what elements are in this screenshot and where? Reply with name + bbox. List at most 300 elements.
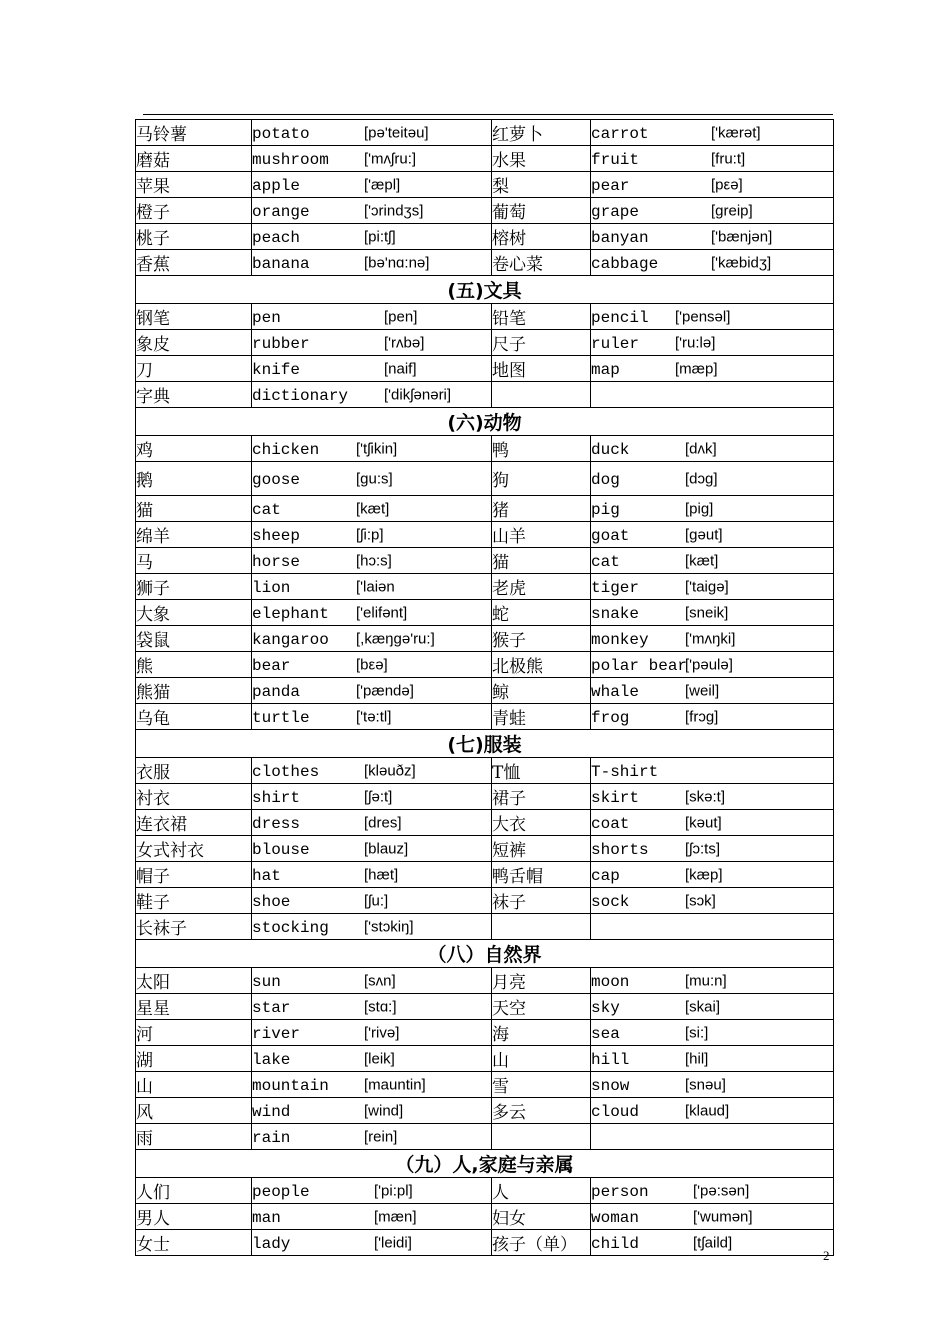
chinese-word: 袜子	[492, 888, 591, 914]
english-cell	[252, 678, 492, 704]
phonetic: [pə'teitəu]	[364, 124, 429, 141]
english-word: bear	[252, 656, 291, 675]
english-cell	[252, 382, 492, 408]
chinese-word: 帽子	[136, 862, 252, 888]
english-word: turtle	[252, 708, 310, 727]
english-word: stocking	[252, 918, 329, 937]
english-cell	[591, 522, 834, 548]
english-word: banyan	[591, 228, 649, 247]
vocab-row	[136, 626, 834, 652]
english-cell	[252, 914, 492, 940]
vocab-row	[136, 1178, 834, 1204]
english-cell	[591, 1046, 834, 1072]
phonetic: ['pændə]	[356, 682, 414, 699]
phonetic: ['pi:pl]	[374, 1182, 413, 1199]
section-title: (六)动物	[136, 408, 834, 436]
english-word: shoe	[252, 892, 291, 911]
english-cell	[591, 356, 834, 382]
english-cell	[252, 1020, 492, 1046]
phonetic: ['leidi]	[374, 1234, 412, 1251]
chinese-word: 苹果	[136, 172, 252, 198]
phonetic: [naif]	[384, 360, 417, 377]
header-rule	[143, 114, 833, 115]
chinese-word: 猪	[492, 496, 591, 522]
english-cell	[252, 356, 492, 382]
english-cell	[591, 382, 834, 408]
english-cell	[591, 574, 834, 600]
english-cell	[591, 914, 834, 940]
chinese-word: 鸭舌帽	[492, 862, 591, 888]
phonetic: [si:]	[685, 1024, 709, 1041]
english-cell	[252, 1204, 492, 1230]
english-cell	[252, 1098, 492, 1124]
english-word: duck	[591, 440, 630, 459]
english-cell	[591, 626, 834, 652]
english-word: blouse	[252, 840, 310, 859]
english-word: river	[252, 1024, 301, 1043]
chinese-word: 马铃薯	[136, 120, 252, 146]
english-cell	[252, 172, 492, 198]
chinese-word: 桃子	[136, 224, 252, 250]
english-cell	[252, 704, 492, 730]
chinese-word: 卷心菜	[492, 250, 591, 276]
english-word: T-shirt	[591, 762, 659, 781]
english-word: rubber	[252, 334, 310, 353]
english-word: sock	[591, 892, 630, 911]
english-word: cat	[591, 552, 620, 571]
vocab-row	[136, 994, 834, 1020]
english-cell	[591, 146, 834, 172]
english-word: kangaroo	[252, 630, 329, 649]
english-cell	[591, 888, 834, 914]
chinese-word: 猫	[492, 548, 591, 574]
chinese-word: 风	[136, 1098, 252, 1124]
english-word: cap	[591, 866, 620, 885]
english-cell	[591, 1178, 834, 1204]
english-cell	[591, 548, 834, 574]
phonetic: [dres]	[364, 814, 402, 831]
english-cell	[252, 968, 492, 994]
phonetic: ['rivə]	[364, 1024, 400, 1041]
english-cell	[591, 652, 834, 678]
chinese-word: 长袜子	[136, 914, 252, 940]
chinese-word: 雨	[136, 1124, 252, 1150]
chinese-word: 猫	[136, 496, 252, 522]
english-cell	[252, 626, 492, 652]
english-word: child	[591, 1234, 640, 1253]
vocab-row	[136, 496, 834, 522]
chinese-word: 海	[492, 1020, 591, 1046]
english-word: lake	[252, 1050, 291, 1069]
phonetic: [ʃi:p]	[356, 526, 384, 543]
english-cell	[591, 968, 834, 994]
chinese-word: 星星	[136, 994, 252, 1020]
chinese-word: 北极熊	[492, 652, 591, 678]
english-word: potato	[252, 124, 310, 143]
english-cell	[252, 574, 492, 600]
english-cell	[591, 678, 834, 704]
english-word: man	[252, 1208, 281, 1227]
phonetic: [ʃɔ:ts]	[685, 840, 721, 857]
english-cell	[252, 224, 492, 250]
chinese-word: 磨菇	[136, 146, 252, 172]
english-cell	[591, 330, 834, 356]
section-header-row	[136, 276, 834, 304]
english-word: whale	[591, 682, 640, 701]
english-word: cloud	[591, 1102, 640, 1121]
chinese-word: 熊猫	[136, 678, 252, 704]
english-cell	[591, 1204, 834, 1230]
english-word: frog	[591, 708, 630, 727]
vocabulary-table	[135, 119, 834, 1256]
chinese-word: 女士	[136, 1230, 252, 1256]
phonetic: [mauntin]	[364, 1076, 426, 1093]
phonetic: ['taigə]	[685, 578, 729, 595]
chinese-word: 山	[136, 1072, 252, 1098]
phonetic: [gu:s]	[356, 470, 393, 487]
vocab-row	[136, 652, 834, 678]
phonetic: ['kærət]	[711, 124, 761, 141]
english-cell	[591, 172, 834, 198]
english-cell	[591, 836, 834, 862]
vocab-row	[136, 914, 834, 940]
chinese-word: 大象	[136, 600, 252, 626]
english-cell	[252, 1124, 492, 1150]
english-word: elephant	[252, 604, 329, 623]
phonetic: ['elifənt]	[356, 604, 408, 621]
vocab-row	[136, 836, 834, 862]
phonetic: ['pə:sən]	[693, 1182, 750, 1199]
vocab-row	[136, 1020, 834, 1046]
section-header-row	[136, 408, 834, 436]
vocab-row	[136, 888, 834, 914]
vocab-row	[136, 1204, 834, 1230]
english-word: panda	[252, 682, 301, 701]
english-word: goose	[252, 470, 301, 489]
phonetic: [kləuðz]	[364, 762, 416, 779]
english-word: coat	[591, 814, 630, 833]
english-word: carrot	[591, 124, 649, 143]
chinese-word: 香蕉	[136, 250, 252, 276]
phonetic: [kəut]	[685, 814, 722, 831]
phonetic: ['pəulə]	[685, 656, 733, 673]
phonetic: [dɔg]	[685, 470, 718, 487]
english-word: dictionary	[252, 386, 349, 405]
chinese-word	[492, 1124, 591, 1150]
phonetic: [greip]	[711, 202, 753, 219]
english-word: map	[591, 360, 620, 379]
english-cell	[591, 1230, 834, 1256]
english-cell	[591, 304, 834, 330]
vocab-row	[136, 462, 834, 496]
vocab-row	[136, 810, 834, 836]
chinese-word: 狮子	[136, 574, 252, 600]
vocab-row	[136, 304, 834, 330]
chinese-word	[492, 382, 591, 408]
chinese-word: 山羊	[492, 522, 591, 548]
section-header-row	[136, 940, 834, 968]
phonetic: [tʃaild]	[693, 1234, 733, 1251]
vocab-row	[136, 224, 834, 250]
chinese-word: 短裤	[492, 836, 591, 862]
english-word: person	[591, 1182, 649, 1201]
chinese-word: 湖	[136, 1046, 252, 1072]
phonetic: ['ɔrindʒs]	[364, 202, 424, 219]
english-cell	[591, 600, 834, 626]
chinese-word: 葡萄	[492, 198, 591, 224]
chinese-word	[492, 914, 591, 940]
english-word: rain	[252, 1128, 291, 1147]
english-cell	[252, 836, 492, 862]
english-cell	[252, 522, 492, 548]
phonetic: ['mʌʃru:]	[364, 150, 417, 167]
english-cell	[591, 120, 834, 146]
english-word: snake	[591, 604, 640, 623]
english-word: monkey	[591, 630, 649, 649]
english-cell	[252, 250, 492, 276]
chinese-word: 尺子	[492, 330, 591, 356]
chinese-word: 地图	[492, 356, 591, 382]
chinese-word: 鸡	[136, 436, 252, 462]
english-cell	[252, 436, 492, 462]
chinese-word: 绵羊	[136, 522, 252, 548]
english-word: cat	[252, 500, 281, 519]
phonetic: ['stɔkiŋ]	[364, 918, 414, 935]
chinese-word: 多云	[492, 1098, 591, 1124]
phonetic: ['æpl]	[364, 176, 401, 193]
phonetic: [sʌn]	[364, 972, 396, 989]
english-cell	[591, 758, 834, 784]
english-word: star	[252, 998, 291, 1017]
english-cell	[252, 888, 492, 914]
english-word: dress	[252, 814, 301, 833]
phonetic: [pi:tʃ]	[364, 228, 396, 245]
phonetic: [mæn]	[374, 1208, 417, 1225]
english-cell	[252, 652, 492, 678]
chinese-word: 衬衣	[136, 784, 252, 810]
section-title: (七)服装	[136, 730, 834, 758]
phonetic: ['tʃikin]	[356, 440, 398, 457]
phonetic: [fru:t]	[711, 150, 746, 167]
english-word: people	[252, 1182, 310, 1201]
english-word: knife	[252, 360, 301, 379]
english-cell	[591, 1124, 834, 1150]
english-word: goat	[591, 526, 630, 545]
chinese-word: 刀	[136, 356, 252, 382]
english-cell	[252, 462, 492, 496]
english-cell	[591, 1098, 834, 1124]
english-cell	[252, 146, 492, 172]
phonetic: [hɔ:s]	[356, 552, 392, 569]
vocab-row	[136, 120, 834, 146]
section-header-row	[136, 1150, 834, 1178]
english-cell	[252, 758, 492, 784]
english-cell	[591, 994, 834, 1020]
chinese-word: 马	[136, 548, 252, 574]
english-word: pear	[591, 176, 630, 195]
phonetic: [,kæŋgə'ru:]	[356, 630, 435, 647]
phonetic: [dʌk]	[685, 440, 717, 457]
chinese-word: 鲸	[492, 678, 591, 704]
vocab-row	[136, 968, 834, 994]
english-cell	[252, 810, 492, 836]
english-cell	[252, 496, 492, 522]
section-title: （八）自然界	[136, 940, 834, 968]
chinese-word: 太阳	[136, 968, 252, 994]
vocab-row	[136, 330, 834, 356]
english-word: moon	[591, 972, 630, 991]
vocab-row	[136, 1124, 834, 1150]
chinese-word: 人	[492, 1178, 591, 1204]
english-word: pencil	[591, 308, 649, 327]
english-cell	[591, 1020, 834, 1046]
vocab-row	[136, 146, 834, 172]
english-word: polar bear	[591, 656, 688, 675]
phonetic: [pig]	[685, 500, 714, 517]
english-word: snow	[591, 1076, 630, 1095]
english-cell	[252, 862, 492, 888]
phonetic: [stɑ:]	[364, 998, 397, 1015]
phonetic: [bə'nɑ:nə]	[364, 254, 430, 271]
english-cell	[252, 1230, 492, 1256]
english-cell	[591, 496, 834, 522]
phonetic: [blauz]	[364, 840, 409, 857]
phonetic: [ʃu:]	[364, 892, 389, 909]
phonetic: ['mʌŋki]	[685, 630, 736, 647]
phonetic: [skai]	[685, 998, 721, 1015]
chinese-word: 青蛙	[492, 704, 591, 730]
phonetic: [mæp]	[675, 360, 718, 377]
vocab-row	[136, 548, 834, 574]
phonetic: [sɔk]	[685, 892, 716, 909]
chinese-word: 衣服	[136, 758, 252, 784]
chinese-word: 河	[136, 1020, 252, 1046]
phonetic: [gəut]	[685, 526, 723, 543]
english-word: mountain	[252, 1076, 329, 1095]
phonetic: ['ru:lə]	[675, 334, 716, 351]
chinese-word: 水果	[492, 146, 591, 172]
english-word: pig	[591, 500, 620, 519]
english-word: lion	[252, 578, 291, 597]
chinese-word: 人们	[136, 1178, 252, 1204]
chinese-word: 猴子	[492, 626, 591, 652]
chinese-word: 大衣	[492, 810, 591, 836]
chinese-word: 钢笔	[136, 304, 252, 330]
chinese-word: 鞋子	[136, 888, 252, 914]
chinese-word: 鹅	[136, 462, 252, 496]
english-cell	[252, 784, 492, 810]
english-cell	[252, 548, 492, 574]
phonetic: [skə:t]	[685, 788, 726, 805]
vocab-row	[136, 198, 834, 224]
vocab-row	[136, 1098, 834, 1124]
chinese-word: 字典	[136, 382, 252, 408]
english-cell	[591, 250, 834, 276]
english-word: orange	[252, 202, 310, 221]
english-word: hill	[591, 1050, 630, 1069]
english-cell	[252, 1178, 492, 1204]
english-cell	[591, 462, 834, 496]
phonetic: ['rʌbə]	[384, 334, 425, 351]
english-word: ruler	[591, 334, 640, 353]
vocabulary-table-body	[136, 120, 834, 1256]
phonetic: ['kæbidʒ]	[711, 254, 772, 271]
chinese-word: 梨	[492, 172, 591, 198]
english-word: mushroom	[252, 150, 329, 169]
phonetic: [ʃə:t]	[364, 788, 393, 805]
vocab-row	[136, 436, 834, 462]
english-cell	[591, 198, 834, 224]
english-word: clothes	[252, 762, 320, 781]
chinese-word: 连衣裙	[136, 810, 252, 836]
phonetic: [kæt]	[356, 500, 390, 517]
english-word: tiger	[591, 578, 640, 597]
vocab-row	[136, 600, 834, 626]
english-cell	[252, 1072, 492, 1098]
chinese-word: 橙子	[136, 198, 252, 224]
chinese-word: 蛇	[492, 600, 591, 626]
chinese-word: 天空	[492, 994, 591, 1020]
chinese-word: 山	[492, 1046, 591, 1072]
chinese-word: 老虎	[492, 574, 591, 600]
chinese-word: 狗	[492, 462, 591, 496]
chinese-word: 男人	[136, 1204, 252, 1230]
english-cell	[252, 1046, 492, 1072]
chinese-word: 妇女	[492, 1204, 591, 1230]
chinese-word: 鸭	[492, 436, 591, 462]
section-title: (五)文具	[136, 276, 834, 304]
phonetic: ['pensəl]	[675, 308, 731, 325]
english-word: woman	[591, 1208, 640, 1227]
chinese-word: 孩子（单）	[492, 1230, 591, 1256]
english-word: dog	[591, 470, 620, 489]
vocab-row	[136, 522, 834, 548]
phonetic: [hil]	[685, 1050, 709, 1067]
vocab-row	[136, 784, 834, 810]
vocab-row	[136, 1046, 834, 1072]
english-cell	[591, 704, 834, 730]
english-word: horse	[252, 552, 301, 571]
english-cell	[591, 436, 834, 462]
phonetic: [weil]	[685, 682, 720, 699]
vocab-row	[136, 356, 834, 382]
phonetic: [pεə]	[711, 176, 743, 193]
vocab-row	[136, 678, 834, 704]
phonetic: [bεə]	[356, 656, 388, 673]
english-cell	[252, 600, 492, 626]
english-cell	[591, 784, 834, 810]
english-cell	[591, 862, 834, 888]
english-cell	[252, 120, 492, 146]
phonetic: ['dikʃənəri]	[384, 386, 452, 403]
english-cell	[252, 198, 492, 224]
english-word: sun	[252, 972, 281, 991]
english-word: skirt	[591, 788, 640, 807]
chinese-word: 红萝卜	[492, 120, 591, 146]
vocab-row	[136, 172, 834, 198]
chinese-word: 女式衬衣	[136, 836, 252, 862]
phonetic: [klaud]	[685, 1102, 730, 1119]
phonetic: [frɔg]	[685, 708, 719, 725]
english-word: grape	[591, 202, 640, 221]
phonetic: [rein]	[364, 1128, 398, 1145]
phonetic: [pen]	[384, 308, 418, 325]
vocab-row	[136, 382, 834, 408]
vocab-row	[136, 1072, 834, 1098]
english-cell	[252, 994, 492, 1020]
phonetic: ['bænjən]	[711, 228, 773, 245]
phonetic: [leik]	[364, 1050, 395, 1067]
